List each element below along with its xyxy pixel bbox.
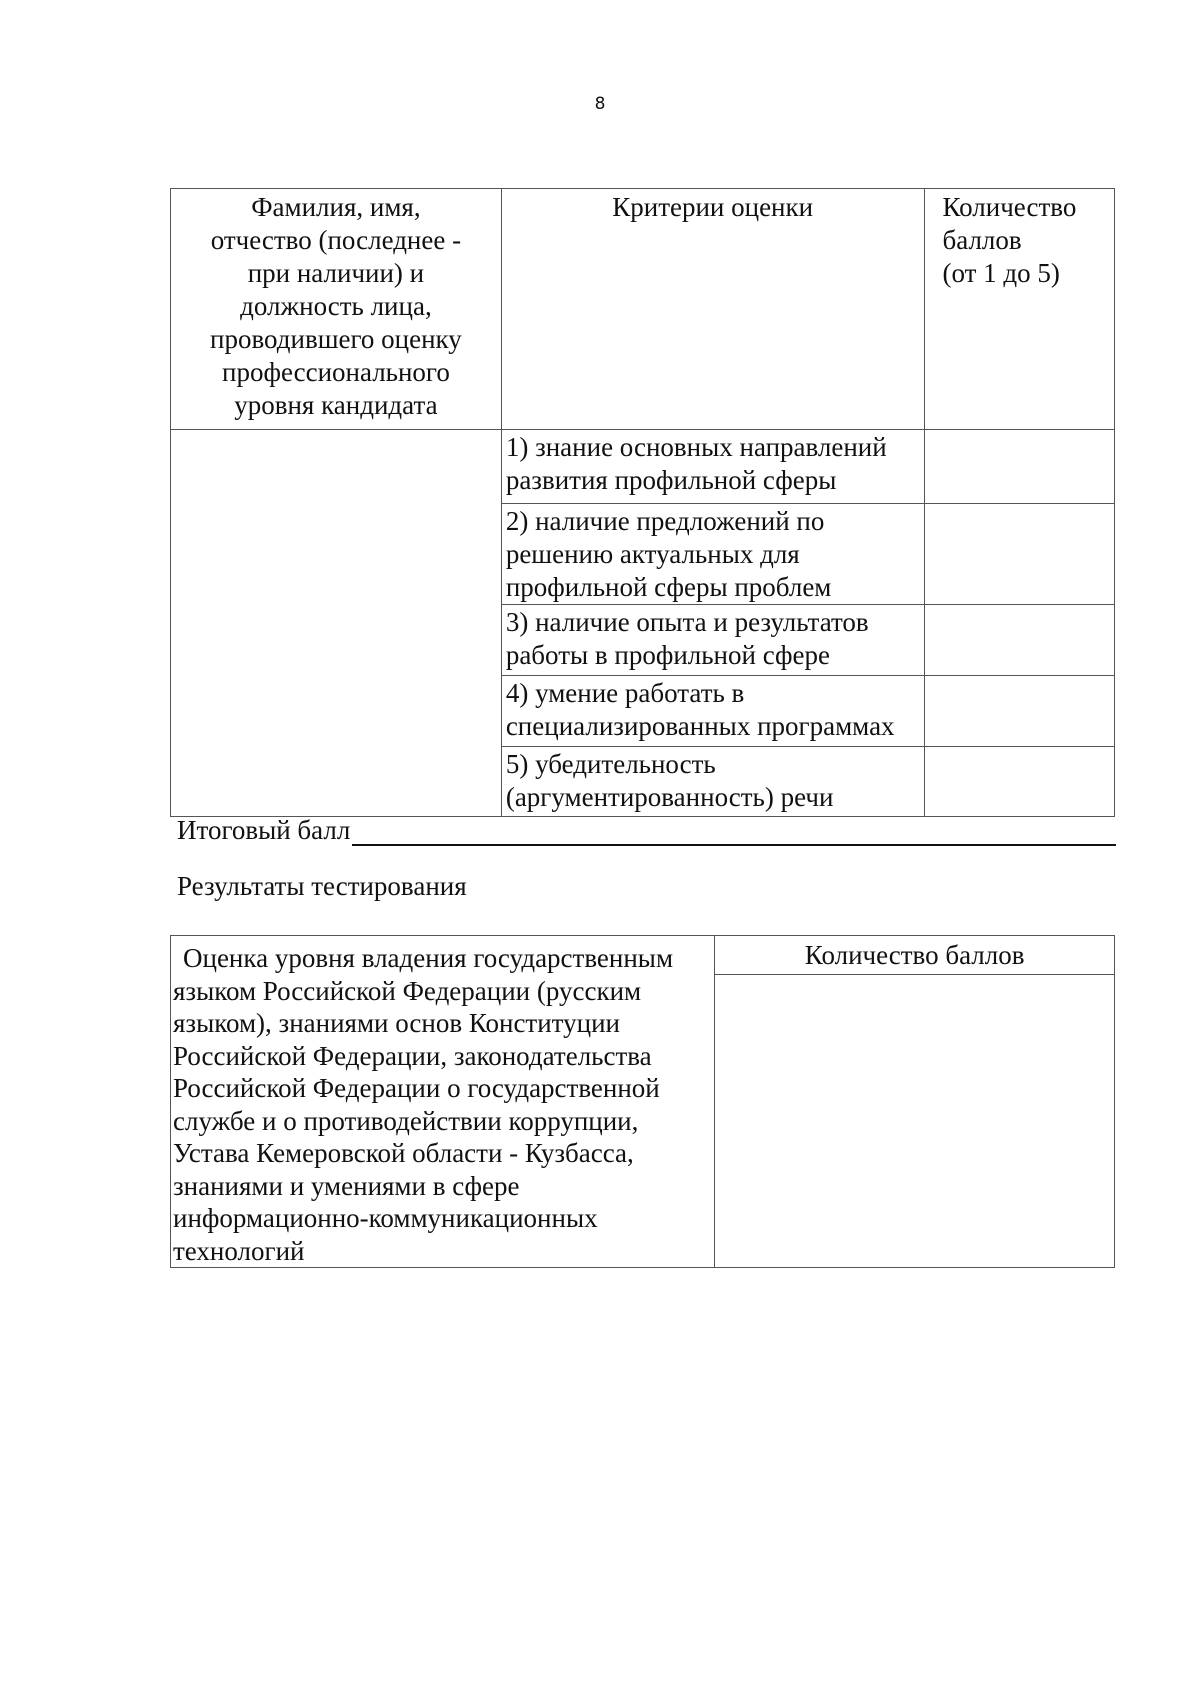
criteria-table-header-row (171, 189, 1115, 430)
criterion-line: 3) наличие опыта и результатов (505, 607, 869, 637)
criterion-line: 4) умение работать в (505, 678, 745, 708)
criteria-header: Критерии оценки (501, 189, 924, 430)
score-cell[interactable] (924, 676, 1115, 747)
evaluator-header-line: профессионального (222, 357, 450, 387)
total-score-blank[interactable] (352, 814, 1116, 846)
criterion-line: развития профильной сферы (505, 465, 837, 495)
evaluator-header (171, 189, 502, 430)
criterion-row (171, 430, 1115, 504)
criterion-cell (501, 430, 924, 504)
criterion-line: 5) убедительность (505, 749, 716, 779)
assessment-line: Оценка уровня владения государственным (183, 943, 674, 973)
total-score-line (177, 812, 1116, 846)
criterion-line: специализированных программах (505, 711, 895, 741)
score-header-line: (от 1 до 5) (942, 258, 1060, 288)
score-header-line: Количество (942, 192, 1077, 222)
score-header (924, 189, 1115, 430)
assessment-line: службе и о противодействии коррупции, (173, 1105, 639, 1136)
assessment-line: языком), знаниями основ Конституции (173, 1008, 620, 1038)
assessment-line: языком Российской Федерации (русским (173, 975, 642, 1006)
results-title: Результаты тестирования (177, 871, 467, 901)
assessment-line: технологий (173, 1235, 305, 1266)
assessment-line: знаниями и умениями в сфере (173, 1170, 520, 1201)
evaluator-header-line: уровня кандидата (234, 390, 438, 420)
criterion-line: 1) знание основных направлений (505, 432, 887, 462)
criterion-line: профильной сферы проблем (505, 572, 832, 602)
evaluator-header-line: Фамилия, имя, (251, 192, 421, 222)
score-cell[interactable] (924, 504, 1115, 605)
criterion-line: решению актуальных для (505, 539, 800, 569)
assessment-line: Российской Федерации о государственной (173, 1073, 660, 1103)
score-cell[interactable] (924, 430, 1115, 504)
criterion-line: 2) наличие предложений по (505, 506, 825, 536)
score-cell[interactable] (924, 747, 1115, 817)
criteria-table (170, 188, 1115, 817)
assessment-line: Российской Федерации, законодательства (173, 1040, 652, 1071)
criterion-line: (аргументированность) речи (505, 782, 834, 812)
evaluator-header-line: должность лица, (240, 291, 432, 321)
evaluator-header-line: отчество (последнее - (210, 225, 462, 255)
score-header-line: баллов (942, 225, 1022, 255)
criterion-cell (501, 605, 924, 676)
page-number: 8 (594, 94, 606, 114)
assessment-line: Устава Кемеровской области - Кузбасса, (173, 1138, 634, 1168)
test-results-table (170, 935, 1115, 1268)
test-results-row (171, 936, 1115, 1268)
test-score-column (715, 936, 1115, 1268)
evaluator-header-line: при наличии) и (247, 258, 425, 288)
criterion-cell (501, 676, 924, 747)
total-score-label: Итоговый балл (177, 815, 351, 845)
criterion-line: работы в профильной сфере (505, 640, 830, 670)
score-cell[interactable] (924, 605, 1115, 676)
evaluator-header-line: проводившего оценку (210, 324, 462, 354)
criterion-cell (501, 747, 924, 817)
criterion-cell (501, 504, 924, 605)
evaluator-cell[interactable] (171, 430, 502, 817)
assessment-description (171, 936, 715, 1268)
test-score-header: Количество баллов (715, 936, 1114, 975)
assessment-line: информационно-коммуникационных (173, 1203, 598, 1233)
